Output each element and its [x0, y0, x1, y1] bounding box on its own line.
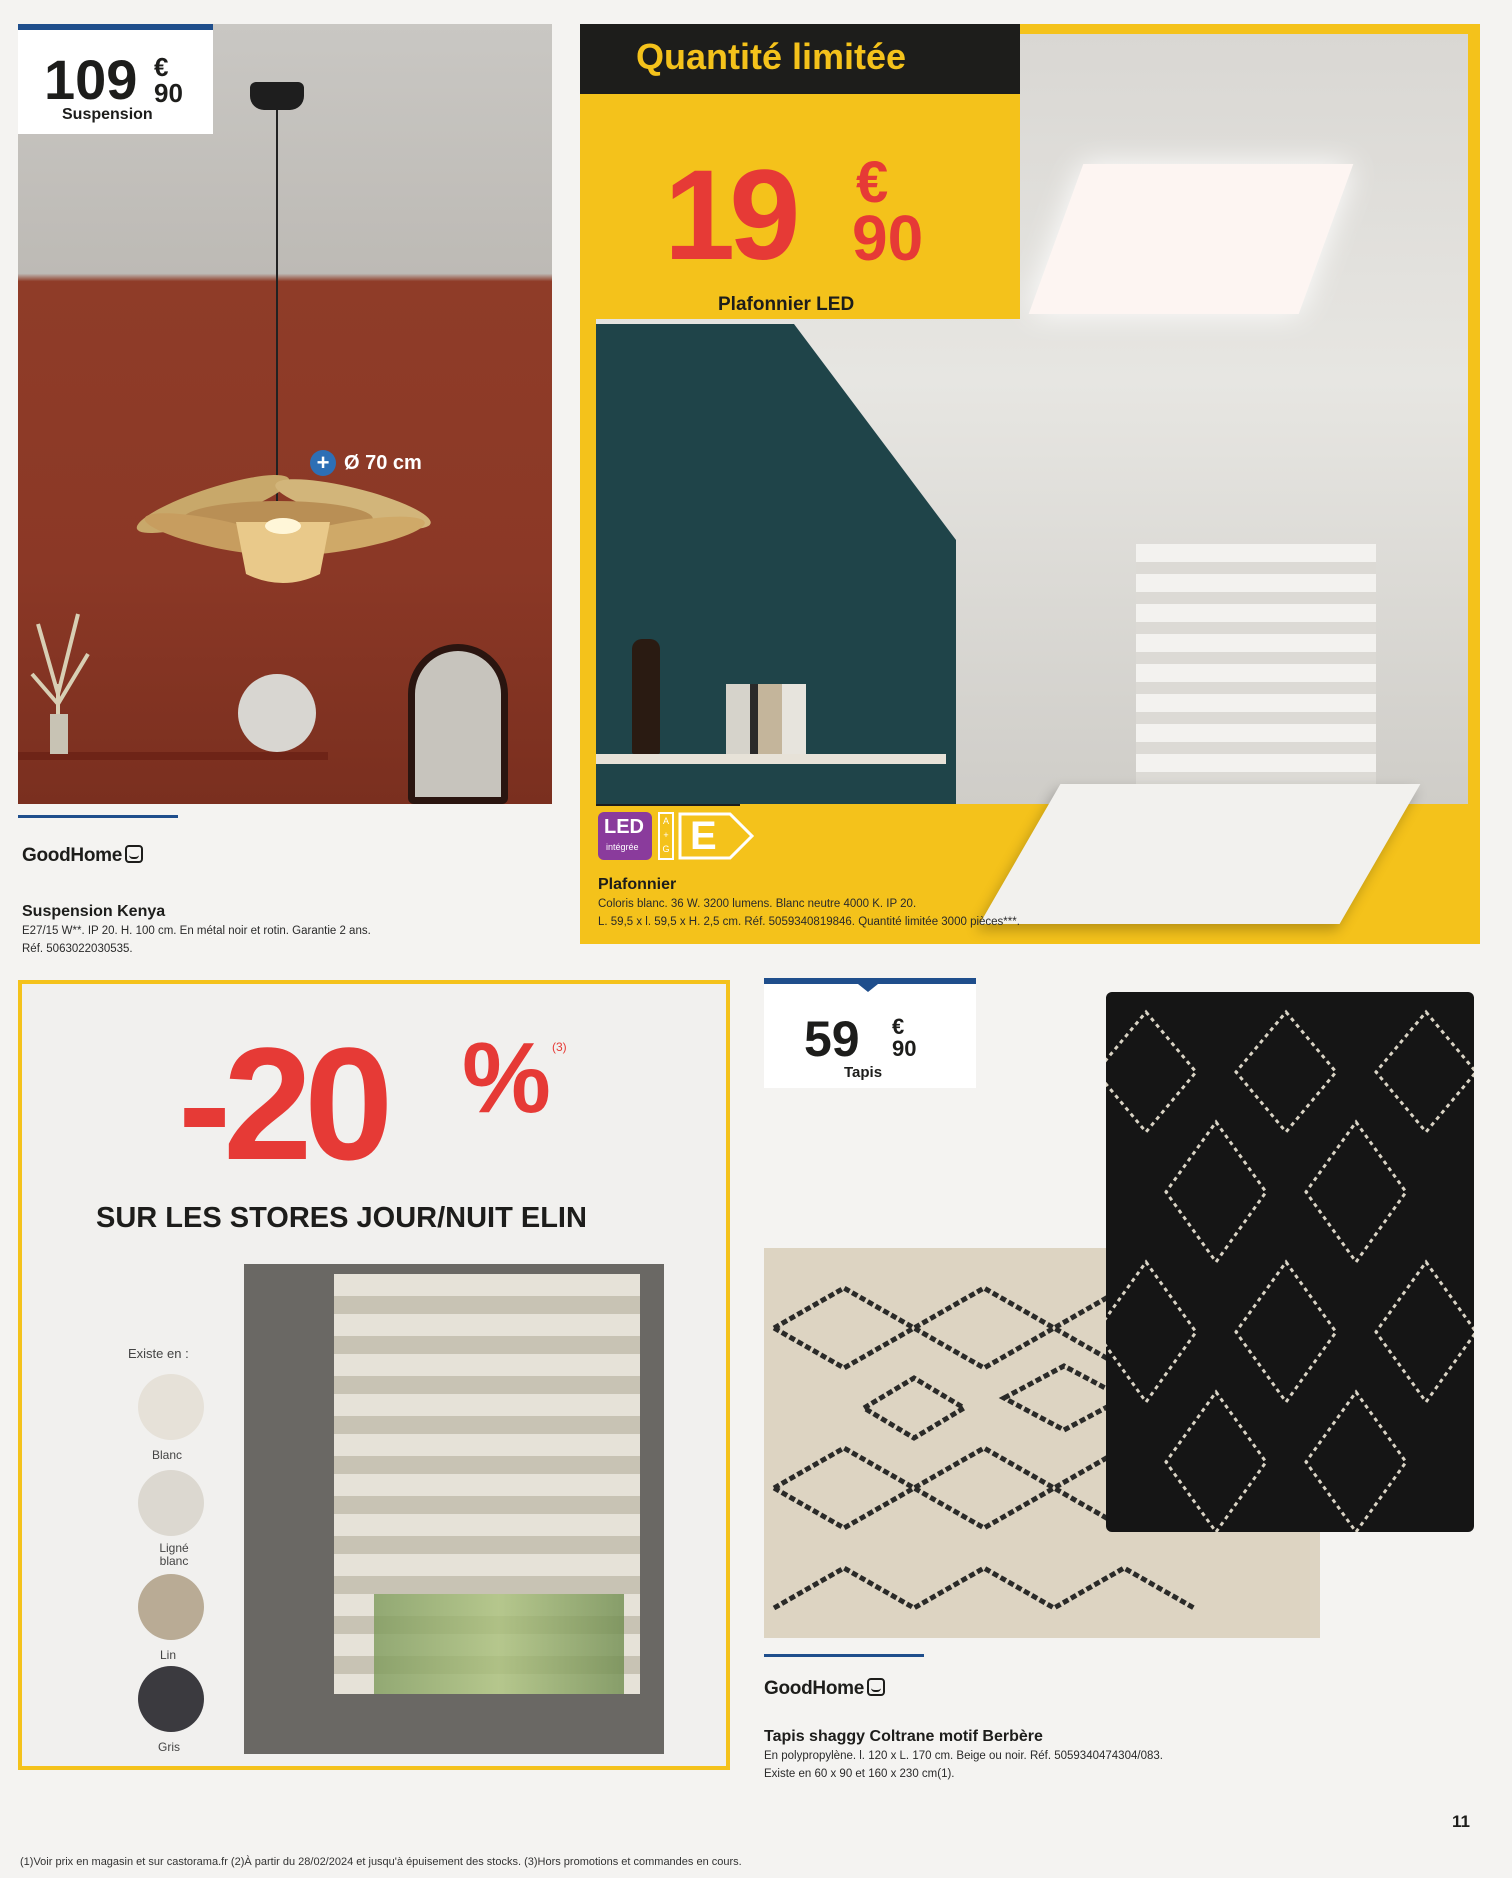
led-sublabel: intégrée	[606, 842, 639, 852]
swatch-label-lin: Lin	[160, 1648, 177, 1662]
promo-percent: %	[462, 1022, 551, 1134]
suspension-title: Suspension Kenya	[22, 903, 166, 920]
tapis-spec-1: En polypropylène. l. 120 x L. 170 cm. Beige ou noir. Réf. 5059340474304/083.	[764, 1750, 1163, 1762]
home-icon	[867, 1678, 885, 1696]
energy-class: E	[690, 814, 717, 858]
promo-stores-card	[18, 980, 730, 1770]
tapis-price-tag	[764, 978, 976, 1088]
led-badge	[598, 812, 652, 860]
tapis-price-currency: €	[892, 1014, 905, 1039]
info-rule	[18, 815, 178, 818]
page-number: 11	[1452, 1812, 1470, 1831]
suspension-card	[18, 24, 552, 804]
tapis-title: Tapis shaggy Coltrane motif Berbère	[764, 1728, 1043, 1745]
plafonnier-price-currency: €	[856, 150, 889, 215]
plafonnier-price-dec: 90	[852, 202, 924, 274]
variants-title: Existe en :	[128, 1346, 189, 1361]
brand-name: GoodHome	[764, 1678, 864, 1699]
suspension-brand-logo	[22, 845, 143, 867]
plafonnier-title: Plafonnier	[598, 876, 677, 893]
info-rule	[596, 804, 740, 806]
plafonnier-price-caption: Plafonnier LED	[718, 294, 855, 315]
tapis-price-dec: 90	[892, 1036, 917, 1061]
limited-banner	[580, 24, 1020, 94]
info-rule	[764, 1654, 924, 1657]
wine-bottle	[632, 639, 660, 754]
variant-list	[128, 1374, 228, 1774]
plafonnier-price-int: 19	[664, 144, 795, 287]
pendant-lamp-shade	[128, 464, 438, 614]
suspension-price-dec: 90	[154, 78, 183, 108]
suspension-price-caption: Suspension	[62, 106, 153, 123]
blind-photo	[244, 1264, 664, 1754]
tapis-price-caption: Tapis	[844, 1064, 883, 1081]
plafonnier-product-image	[980, 784, 1421, 924]
shelf	[596, 754, 946, 764]
plafonnier-card	[580, 24, 1480, 944]
decor-plate	[238, 674, 316, 752]
suspension-price-currency: €	[154, 52, 169, 82]
books	[726, 684, 806, 754]
tapis-brand-logo	[764, 1678, 885, 1700]
suspension-spec-1: E27/15 W**. IP 20. H. 100 cm. En métal noir et rotin. Garantie 2 ans.	[22, 925, 371, 937]
plant-vase	[28, 584, 98, 754]
led-label: LED	[604, 816, 644, 838]
energy-scale-top: A	[662, 816, 669, 826]
suspension-info	[18, 815, 552, 965]
swatch-blanc[interactable]	[138, 1374, 204, 1440]
energy-scale-bottom: G	[662, 844, 670, 854]
swatch-ligne-blanc[interactable]	[138, 1470, 204, 1536]
wall-mirror	[408, 644, 508, 804]
footer-legal: (1)Voir prix en magasin et sur castorama.fr (2)À partir du 28/02/2024 et jusqu'à épuisement des stocks. (3)Hors promotions et commandes en cours.	[20, 1856, 742, 1868]
suspension-photo	[18, 24, 552, 804]
suspension-spec-2: Réf. 5063022030535.	[22, 943, 133, 955]
energy-scale	[658, 812, 674, 860]
swatch-label-blanc: Blanc	[152, 1448, 183, 1462]
plafonnier-spec-2: L. 59,5 x l. 59,5 x H. 2,5 cm. Réf. 5059340819846. Quantité limitée 3000 pièces***.	[598, 916, 1020, 928]
promo-footnote-ref: (3)	[552, 1040, 567, 1054]
price-tag-accent	[18, 24, 213, 30]
pendant-cord	[276, 104, 278, 504]
swatch-label-ligne-blanc: Ligné blanc	[159, 1541, 189, 1568]
swatch-lin[interactable]	[138, 1574, 204, 1640]
suspension-price-int: 109	[44, 48, 138, 111]
swatch-gris[interactable]	[138, 1666, 204, 1732]
window-blind	[1136, 544, 1376, 804]
rug-black	[1106, 992, 1474, 1532]
home-icon	[125, 845, 143, 863]
brand-name: GoodHome	[22, 845, 122, 866]
promo-discount: -20	[178, 1014, 386, 1193]
ceiling-panel-lit	[1029, 164, 1354, 314]
energy-scale-mid: +	[663, 830, 669, 840]
plus-circle-icon: +	[310, 450, 336, 476]
plants	[374, 1594, 624, 1694]
promo-headline: SUR LES STORES JOUR/NUIT ELIN	[96, 1202, 587, 1234]
price-tag-arrow	[858, 984, 878, 992]
dimension-label: Ø 70 cm	[344, 452, 422, 474]
energy-label	[658, 812, 754, 860]
limited-banner-text: Quantité limitée	[636, 36, 907, 77]
price-block	[580, 94, 1020, 319]
suspension-price-tag	[18, 24, 213, 134]
pendant-canopy	[250, 82, 304, 110]
plafonnier-spec-1: Coloris blanc. 36 W. 3200 lumens. Blanc neutre 4000 K. IP 20.	[598, 898, 917, 910]
tapis-spec-2: Existe en 60 x 90 et 160 x 230 cm(1).	[764, 1768, 955, 1780]
tapis-card	[760, 972, 1480, 1792]
swatch-label-gris: Gris	[158, 1740, 180, 1754]
tapis-price-int: 59	[804, 1011, 860, 1067]
